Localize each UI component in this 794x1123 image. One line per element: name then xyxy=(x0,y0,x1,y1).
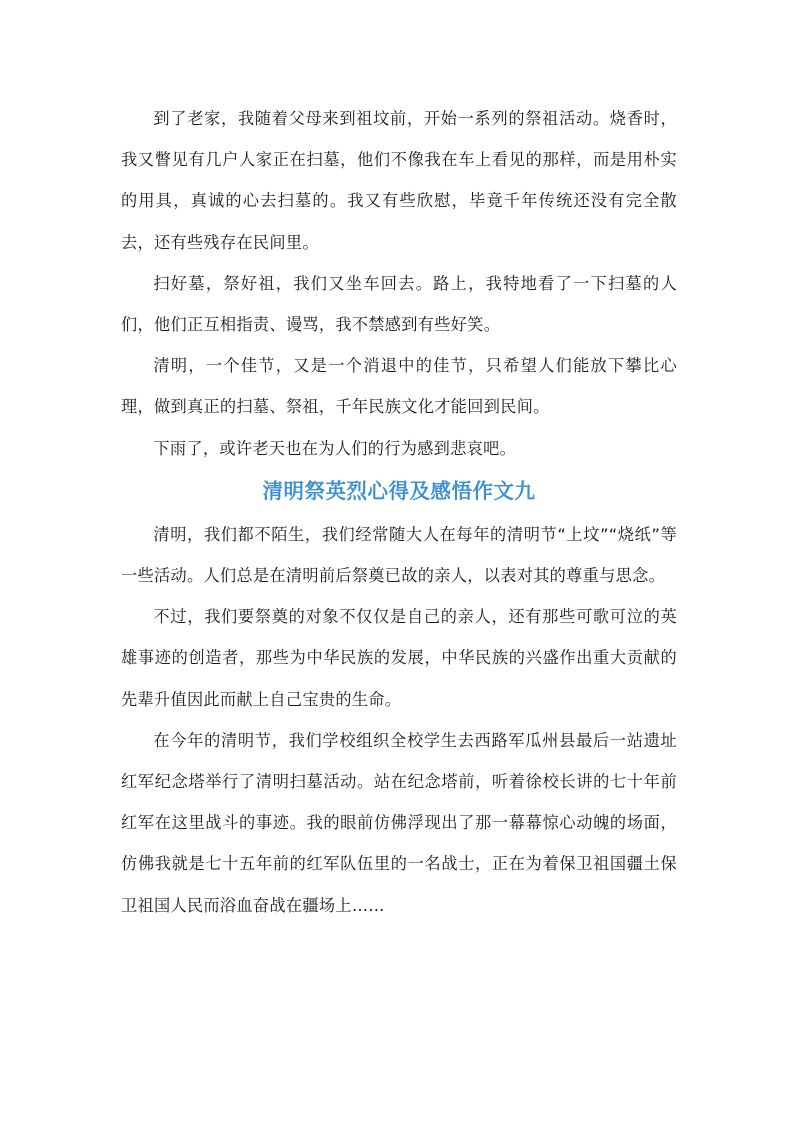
paragraph-return-trip: 扫好墓，祭好祖，我们又坐车回去。路上，我特地看了一下扫墓的人们，他们正互相指责、谩骂，我不禁感到有些好笑。 xyxy=(121,273,677,335)
paragraph-rain: 下雨了，或许老天也在为人们的行为感到悲哀吧。 xyxy=(153,438,517,458)
paragraph-festival-reflection: 清明，一个佳节，又是一个消退中的佳节，只希望人们能放下攀比心理，做到真正的扫墓、祭祖，千年民族文化才能回到民间。 xyxy=(121,356,677,417)
document-body xyxy=(121,98,677,926)
paragraph-memorial-visit: 在今年的清明节，我们学校组织全校学生去西路军瓜州县最后一站遗址红军纪念塔举行了清明扫墓活动。站在纪念塔前，听着徐校长讲的七十年前红军在这里战斗的事迹。我的眼前仿佛浮现出了那一幕幕惊心动魄的场面，仿佛我就是七十五年前的红军队伍里的一名战士，正在为着保卫祖国疆土保卫祖国人民而浴血奋战在疆场上…… xyxy=(121,730,677,915)
paragraph-qingming-intro: 清明，我们都不陌生，我们经常随大人在每年的清明节“上坟”“烧纸”等一些活动。人们总是在清明前后祭奠已故的亲人，以表对其的尊重与思念。 xyxy=(121,524,677,586)
paragraph-visit-grave: 到了老家，我随着父母来到祖坟前，开始一系列的祭祖活动。烧香时，我又瞥见有几户人家正在扫墓，他们不像我在车上看见的那样，而是用朴实的用具，真诚的心去扫墓的。我又有些欣慰，毕竟千年传统还没有完全散去，还有些残存在民间里。 xyxy=(121,109,677,252)
paragraph-heroes: 不过，我们要祭奠的对象不仅仅是自己的亲人，还有那些可歌可泣的英雄事迹的创造者，那些为中华民族的发展，中华民族的兴盛作出重大贡献的先辈升值因此而献上自己宝贵的生命。 xyxy=(121,607,677,709)
section-heading: 清明祭英烈心得及感悟作文九 xyxy=(262,478,536,503)
